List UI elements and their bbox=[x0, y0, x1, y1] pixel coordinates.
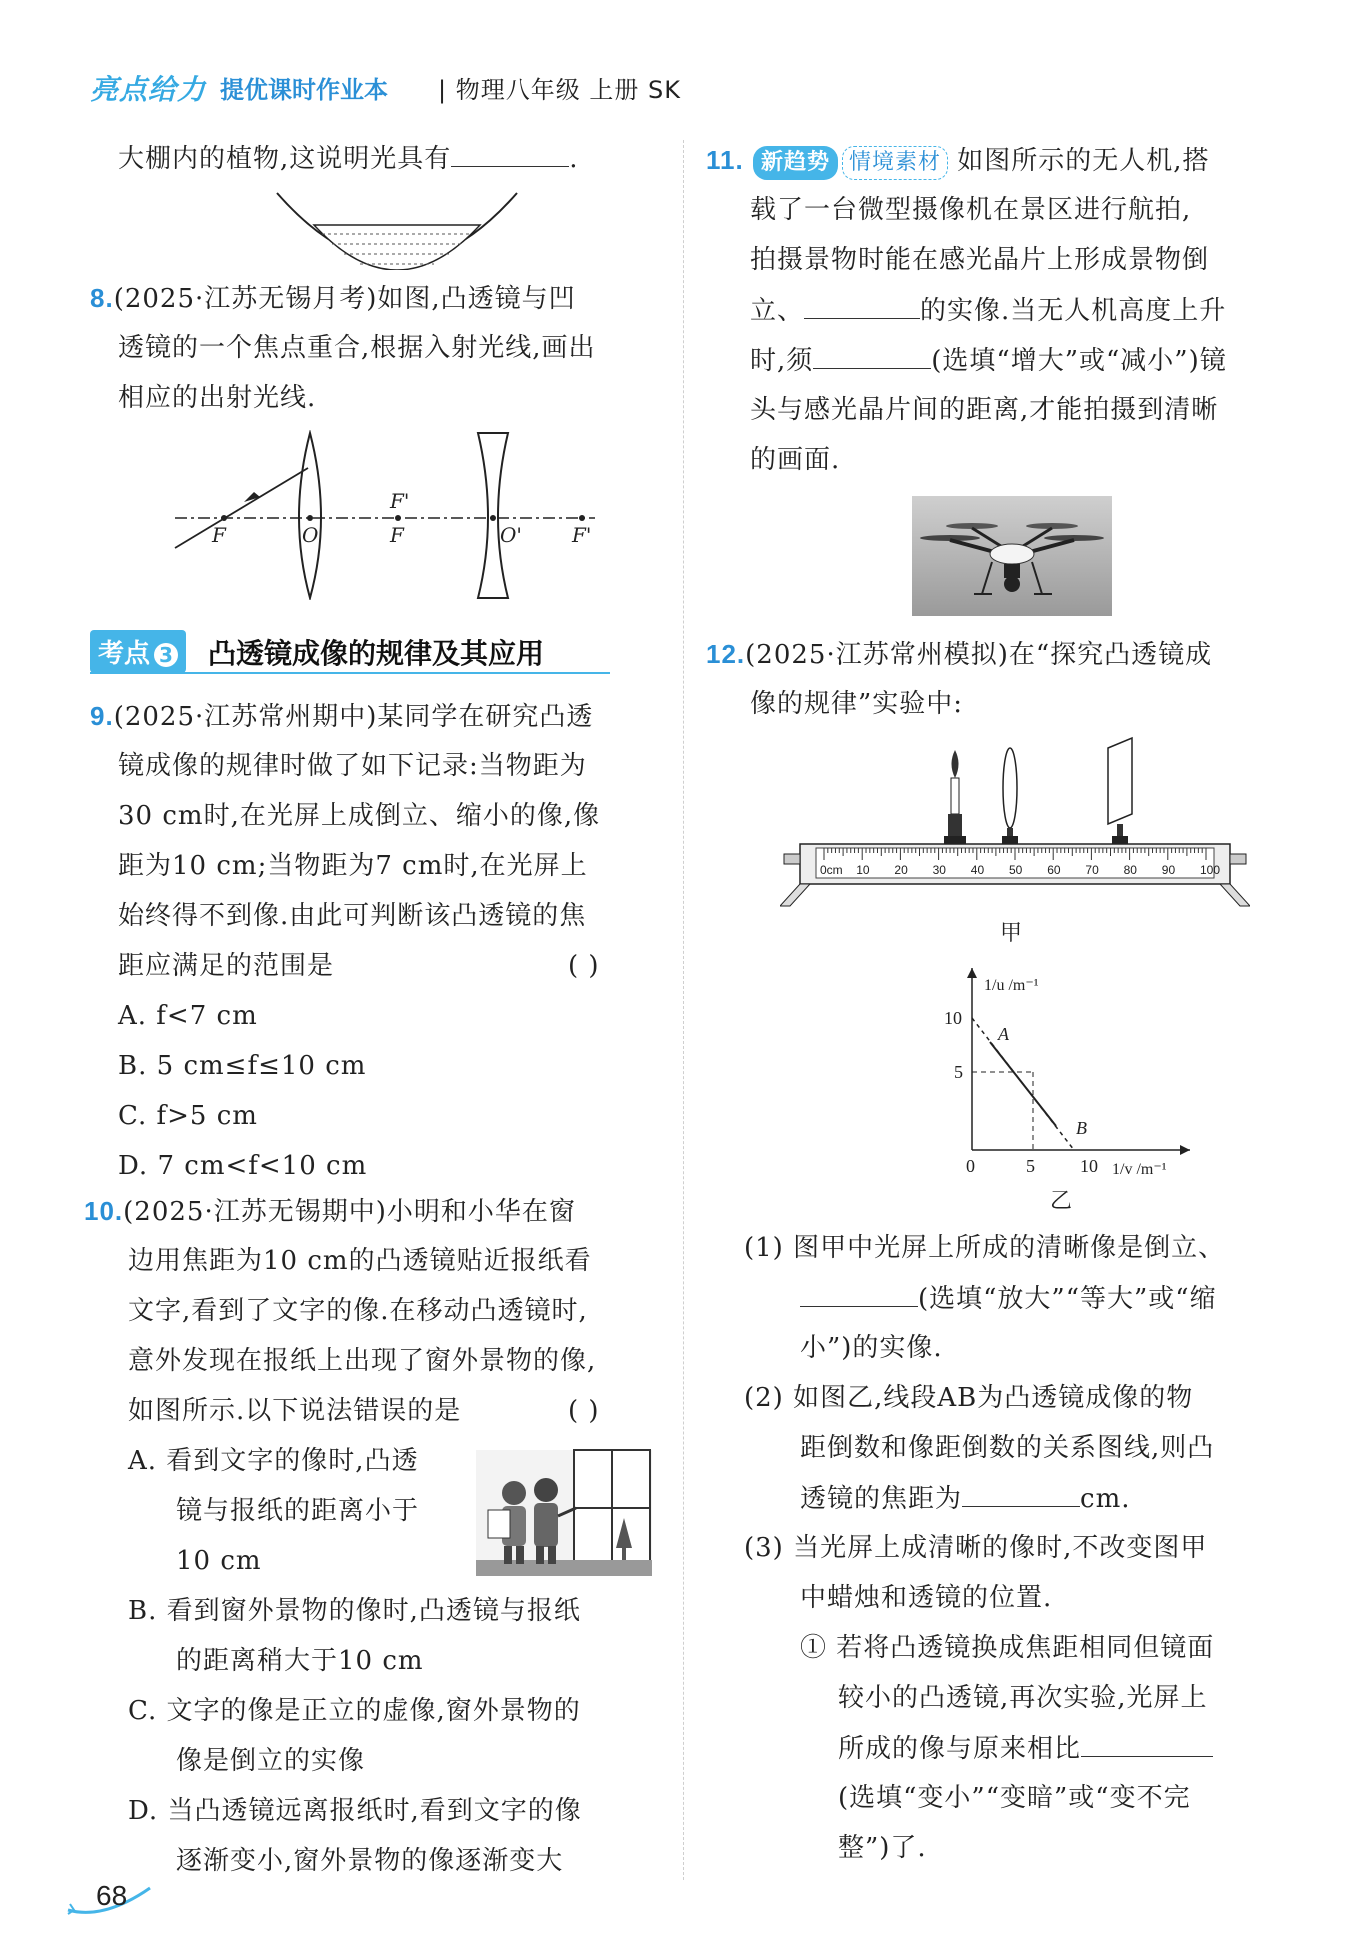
label-F-prime2: F' bbox=[572, 523, 592, 547]
q10-option-a3: 10 cm bbox=[176, 1546, 262, 1576]
q11-line2: 载了一台微型摄像机在景区进行航拍, bbox=[750, 195, 1192, 225]
q12-part1-line3: 小”)的实像. bbox=[800, 1333, 943, 1363]
brand-logo: 亮点给力 bbox=[90, 73, 207, 106]
figure-yi-label: 乙 bbox=[1050, 1189, 1074, 1214]
q12-line2: 像的规律”实验中: bbox=[750, 689, 964, 719]
ruler-tick-label: 10 bbox=[856, 863, 870, 877]
optical-bench-figure bbox=[780, 736, 1250, 916]
figure-jia-label: 甲 bbox=[1000, 921, 1024, 946]
label-O: O bbox=[302, 523, 319, 547]
ruler-tick-label: 20 bbox=[894, 863, 908, 877]
q10-option-b2: 的距离稍大于10 cm bbox=[176, 1646, 424, 1676]
x-axis-label: 1/v /m⁻¹ bbox=[1112, 1161, 1167, 1178]
ruler-tick-label: 60 bbox=[1047, 863, 1061, 877]
topic-badge: 考点 3 bbox=[90, 630, 186, 673]
label-F2: F bbox=[390, 523, 404, 547]
q8-line3: 相应的出射光线. bbox=[118, 383, 317, 413]
subject-info: | 物理八年级 上册 SK bbox=[438, 76, 681, 104]
x-tick-5: 5 bbox=[1026, 1156, 1035, 1176]
q11-line6: 头与感光晶片间的距离,才能拍摄到清晰 bbox=[750, 395, 1219, 425]
water-bowl-figure bbox=[272, 190, 522, 270]
q12-part2-line3: 透镜的焦距为 cm. bbox=[800, 1484, 1131, 1514]
y-tick-5: 5 bbox=[954, 1062, 963, 1082]
ruler-tick-label: 0cm bbox=[820, 863, 843, 877]
ruler-tick-label: 90 bbox=[1161, 863, 1176, 877]
point-b-label: B bbox=[1076, 1118, 1087, 1138]
topic-underline bbox=[90, 672, 610, 674]
q12-sub1-line4: (选填“变小”“变暗”或“变不完 bbox=[838, 1783, 1191, 1813]
label-F: F bbox=[212, 523, 226, 547]
q9-line1: 9.(2025·江苏常州期中)某同学在研究凸透 bbox=[90, 701, 594, 732]
q10-option-c1: C. 文字的像是正立的虚像,窗外景物的 bbox=[128, 1696, 581, 1726]
q10-answer-paren: ( ) bbox=[568, 1396, 600, 1426]
label-O-prime: O' bbox=[500, 523, 522, 547]
q12-part2-line1: (2) 如图乙,线段AB为凸透镜成像的物 bbox=[744, 1383, 1194, 1413]
ruler-tick-label: 80 bbox=[1123, 863, 1137, 877]
q9-line4: 距为10 cm;当物距为7 cm时,在光屏上 bbox=[118, 851, 588, 881]
q9-line3: 30 cm时,在光屏上成倒立、缩小的像,像 bbox=[118, 801, 601, 831]
q9-line6: 距应满足的范围是 bbox=[118, 951, 335, 981]
q11-line4: 立、 的实像.当无人机高度上升 bbox=[750, 296, 1227, 326]
point-a-label: A bbox=[998, 1024, 1009, 1044]
q12-part2-line2: 距倒数和像距倒数的关系图线,则凸 bbox=[800, 1433, 1215, 1463]
q11-line5: 时,须 (选填“增大”或“减小”)镜 bbox=[750, 346, 1227, 376]
y-tick-10: 10 bbox=[944, 1008, 962, 1028]
q12-sub1-line5: 整”)了. bbox=[838, 1833, 927, 1863]
q11-line3: 拍摄景物时能在感光晶片上形成景物倒 bbox=[750, 245, 1210, 275]
q10-option-d1: D. 当凸透镜远离报纸时,看到文字的像 bbox=[128, 1796, 582, 1826]
trend-tag: 新趋势 bbox=[753, 146, 838, 180]
q10-option-a2: 镜与报纸的距离小于 bbox=[176, 1496, 420, 1526]
q10-line4: 意外发现在报纸上出现了窗外景物的像, bbox=[128, 1346, 597, 1376]
q12-sub1-line1: ① 若将凸透镜换成焦距相同但镜面 bbox=[800, 1633, 1215, 1663]
ruler-tick-label: 100 bbox=[1200, 863, 1221, 877]
topic-title: 凸透镜成像的规律及其应用 bbox=[208, 637, 545, 670]
q8-line2: 透镜的一个焦点重合,根据入射光线,画出 bbox=[118, 333, 596, 363]
q10-option-a1: A. 看到文字的像时,凸透 bbox=[128, 1446, 419, 1476]
q8-line1: 8.(2025·江苏无锡月考)如图,凸透镜与凹 bbox=[90, 283, 576, 314]
x-tick-0: 0 bbox=[966, 1156, 975, 1176]
q10-option-d2: 逐渐变小,窗外景物的像逐渐变大 bbox=[176, 1846, 564, 1876]
q10-line5: 如图所示.以下说法错误的是 bbox=[128, 1396, 462, 1426]
x-tick-10: 10 bbox=[1080, 1156, 1098, 1176]
q10-line2: 边用焦距为10 cm的凸透镜贴近报纸看 bbox=[128, 1246, 592, 1276]
column-divider bbox=[683, 140, 684, 1880]
q9-option-a: A. f<7 cm bbox=[118, 1001, 258, 1031]
ruler-tick-label: 30 bbox=[932, 863, 946, 877]
q12-part3-line2: 中蜡烛和透镜的位置. bbox=[800, 1583, 1053, 1613]
q9-line2: 镜成像的规律时做了如下记录:当物距为 bbox=[118, 751, 587, 781]
q11-line1: 11. 新趋势 情境素材 如图所示的无人机,搭 bbox=[706, 144, 1210, 180]
q10-line3: 文字,看到了文字的像.在移动凸透镜时, bbox=[128, 1296, 588, 1326]
ruler-tick-label: 40 bbox=[970, 863, 985, 877]
book-title: 提优课时作业本 bbox=[220, 76, 388, 104]
q12-part1-line1: (1) 图甲中光屏上所成的清晰像是倒立、 bbox=[744, 1233, 1226, 1263]
y-axis-label: 1/u /m⁻¹ bbox=[984, 977, 1039, 994]
ruler-tick-label: 50 bbox=[1009, 863, 1023, 877]
q12-part1-line2: (选填“放大”“等大”或“缩 bbox=[800, 1282, 1217, 1315]
q9-option-b: B. 5 cm≤f≤10 cm bbox=[118, 1051, 367, 1081]
lens-diagram bbox=[170, 430, 610, 600]
q12-sub1-line3: 所成的像与原来相比 bbox=[838, 1732, 1213, 1765]
inverse-distance-graph bbox=[940, 960, 1200, 1182]
q12-line1: 12.(2025·江苏常州模拟)在“探究凸透镜成 bbox=[706, 639, 1213, 670]
drone-photo bbox=[912, 496, 1112, 616]
q10-option-b1: B. 看到窗外景物的像时,凸透镜与报纸 bbox=[128, 1596, 581, 1626]
q12-part3-line1: (3) 当光屏上成清晰的像时,不改变图甲 bbox=[744, 1533, 1208, 1563]
context-tag: 情境素材 bbox=[842, 146, 948, 180]
q12-sub1-line2: 较小的凸透镜,再次实验,光屏上 bbox=[838, 1683, 1208, 1713]
q10-line1: 10.(2025·江苏无锡期中)小明和小华在窗 bbox=[84, 1196, 576, 1227]
q9-option-c: C. f>5 cm bbox=[118, 1101, 258, 1131]
window-reading-illustration bbox=[474, 1448, 654, 1578]
ruler-tick-label: 70 bbox=[1085, 863, 1099, 877]
q11-line7: 的画面. bbox=[750, 445, 841, 475]
label-F-prime: F' bbox=[390, 489, 410, 513]
page-number: 68 bbox=[96, 1880, 128, 1911]
q9-option-d: D. 7 cm<f<10 cm bbox=[118, 1151, 368, 1181]
q10-option-c2: 像是倒立的实像 bbox=[176, 1746, 366, 1776]
q7-end-line: 大棚内的植物,这说明光具有 . bbox=[118, 144, 579, 174]
q9-answer-paren: ( ) bbox=[568, 951, 600, 981]
q9-line5: 始终得不到像.由此可判断该凸透镜的焦 bbox=[118, 901, 587, 931]
